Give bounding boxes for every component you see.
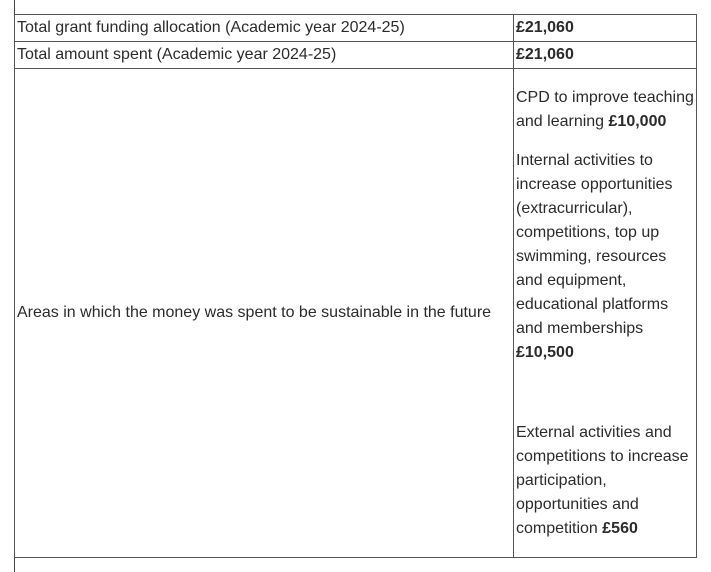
spending-item-external — [516, 421, 696, 541]
funding-table — [14, 14, 697, 558]
table-row — [15, 42, 697, 69]
spent-value: £21,060 — [514, 42, 697, 69]
table-row — [15, 69, 697, 558]
areas-details — [514, 69, 697, 558]
table-row — [15, 15, 697, 42]
spending-item-text: Internal activities to increase opportunities (extracurricular), competitions, top up swimming, resources and equipment, educational platforms and memberships — [516, 152, 673, 337]
spending-item-text: CPD to improve teaching and learning — [516, 89, 694, 130]
spending-item-amount: £10,500 — [516, 344, 574, 361]
allocation-label: Total grant funding allocation (Academic year 2024-25) — [15, 15, 514, 42]
spent-label: Total amount spent (Academic year 2024-25) — [15, 42, 514, 69]
areas-label: Areas in which the money was spent to be sustainable in the future — [15, 69, 514, 558]
spending-item-internal — [516, 149, 696, 365]
spending-item-amount: £560 — [602, 520, 638, 537]
spending-item-amount: £10,000 — [608, 113, 667, 130]
spending-item-cpd — [516, 86, 696, 134]
allocation-value: £21,060 — [514, 15, 697, 42]
spending-item-text: External activities and competitions to increase participation, opportunities and competition — [516, 424, 689, 537]
